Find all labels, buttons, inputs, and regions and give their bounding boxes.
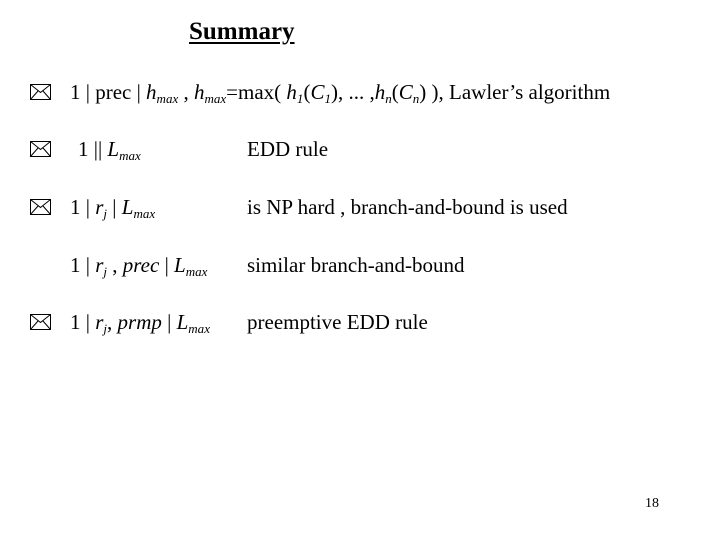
summary-row-prec (0, 253, 720, 283)
problem-notation: 1 || $L_{max}$ (78, 137, 141, 163)
solution-description: is NP hard , branch-and-bound is used (247, 195, 568, 219)
envelope-icon (30, 141, 51, 157)
slide-title: Summary (189, 18, 295, 45)
envelope-icon (30, 314, 51, 330)
summary-row-edd (0, 137, 720, 167)
solution-description: preemptive EDD rule (247, 310, 428, 334)
summary-row-prmp (0, 310, 720, 340)
page-number: 18 (645, 496, 659, 511)
envelope-icon (30, 84, 51, 100)
problem-notation: 1 | $r_j$, prmp | $L_{max}$ (70, 310, 210, 336)
problem-notation: 1 | $r_j$ , prec | $L_{max}$ (70, 253, 208, 279)
solution-description: similar branch-and-bound (247, 253, 465, 277)
solution-description: EDD rule (247, 137, 329, 161)
summary-row-lawler (0, 80, 720, 110)
summary-row-np-hard (0, 195, 720, 225)
problem-notation: 1 | $r_j$ | $L_{max}$ (70, 195, 156, 221)
problem-notation: 1 | prec | $h_{max}$ , $h_{max}=\max$( $h_1(C_1)$, ... $,h_n(C_n)$ ), Lawler’s algorithm (70, 80, 611, 106)
envelope-icon (30, 199, 51, 215)
